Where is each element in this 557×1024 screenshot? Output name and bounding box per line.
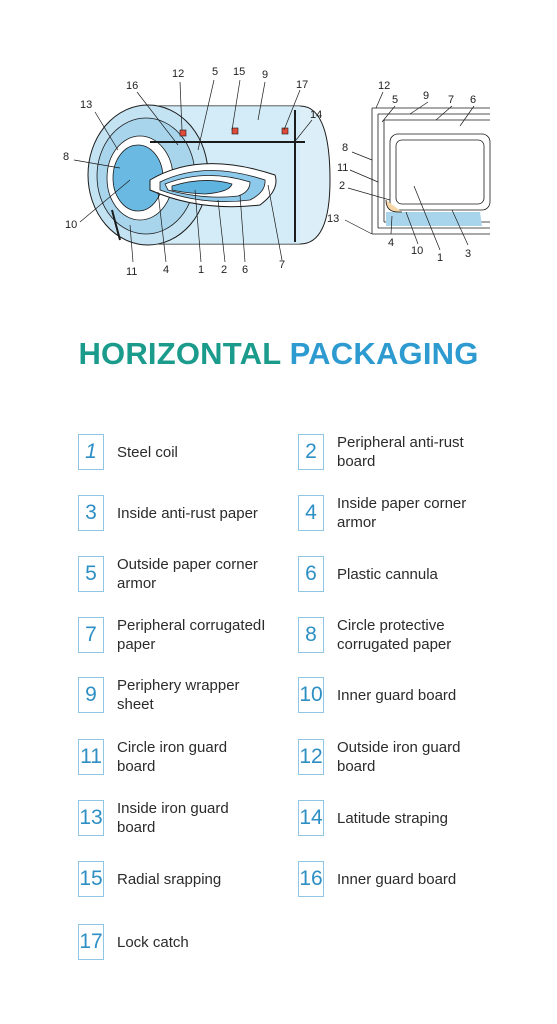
legend-item xyxy=(78,737,267,777)
legend-number: 10 xyxy=(298,677,324,713)
callout-label: 2 xyxy=(339,180,346,192)
callout-label: 15 xyxy=(233,66,246,78)
legend-label: Periphery wrapper sheet xyxy=(117,677,240,713)
legend-number: 3 xyxy=(78,495,104,531)
legend-label: Inner guard board xyxy=(337,686,457,704)
coil-cross-section xyxy=(372,108,490,234)
legend-number: 17 xyxy=(78,924,104,960)
callout-label: 1 xyxy=(437,252,444,264)
legend-label: Radial srapping xyxy=(117,870,222,888)
legend-label: Inside iron guard board xyxy=(117,800,229,836)
callout-label: 16 xyxy=(126,80,139,92)
legend-number: 11 xyxy=(78,739,104,775)
cross-section-blue-band xyxy=(386,212,482,226)
lock-catch xyxy=(232,128,238,134)
legend-number: 1 xyxy=(78,434,104,470)
legend-item xyxy=(78,798,267,838)
callout-label: 13 xyxy=(327,213,340,225)
title-part-2: PACKAGING xyxy=(289,336,479,371)
legend-item xyxy=(298,493,487,533)
legend-number: 6 xyxy=(298,556,324,592)
legend-number: 2 xyxy=(298,434,324,470)
callout-label: 10 xyxy=(411,245,424,257)
callout-label: 5 xyxy=(392,94,399,106)
legend-label: Inside paper corner armor xyxy=(337,495,467,531)
callout-label: 17 xyxy=(296,79,309,91)
legend-item xyxy=(78,493,267,533)
legend-label: Inside anti-rust paper xyxy=(117,504,258,522)
callout-label: 2 xyxy=(221,264,228,276)
legend-label: Peripheral corrugatedI paper xyxy=(117,617,266,653)
callout-label: 8 xyxy=(63,151,70,163)
callout-label: 5 xyxy=(212,66,219,78)
legend-number: 16 xyxy=(298,861,324,897)
callout-label: 14 xyxy=(310,109,323,121)
legend-item xyxy=(78,922,267,962)
legend-item xyxy=(298,798,487,838)
page-title xyxy=(0,336,557,372)
legend-number: 13 xyxy=(78,800,104,836)
title-part-1: HORIZONTAL xyxy=(78,336,281,371)
callout-label: 9 xyxy=(423,90,430,102)
legend-item xyxy=(78,554,267,594)
legend-label: Peripheral anti-rust board xyxy=(337,434,464,470)
callout-label: 12 xyxy=(172,68,185,80)
legend-item xyxy=(298,615,487,655)
legend-item xyxy=(78,615,267,655)
legend-label: Circle iron guard board xyxy=(117,739,228,775)
lock-catch xyxy=(180,130,186,136)
callout-label: 3 xyxy=(465,248,472,260)
coil-3d-illustration xyxy=(74,80,330,262)
legend-item xyxy=(78,675,267,715)
legend-number: 8 xyxy=(298,617,324,653)
callout-label: 13 xyxy=(80,99,93,111)
legend-label: Outside iron guard board xyxy=(337,739,461,775)
callout-label: 10 xyxy=(65,219,78,231)
legend-number: 5 xyxy=(78,556,104,592)
legend-label: Latitude straping xyxy=(337,809,448,827)
legend-number: 12 xyxy=(298,739,324,775)
legend-number: 9 xyxy=(78,677,104,713)
callout-label: 12 xyxy=(378,80,391,92)
callout-label: 7 xyxy=(448,94,455,106)
callout-label: 8 xyxy=(342,142,349,154)
packaging-diagram xyxy=(0,0,557,300)
legend-item xyxy=(298,432,487,472)
callout-label: 11 xyxy=(126,266,138,278)
legend-number: 15 xyxy=(78,861,104,897)
legend-item xyxy=(78,859,267,899)
legend-item xyxy=(78,432,267,472)
legend-label: Steel coil xyxy=(117,443,178,461)
callout-label: 7 xyxy=(279,259,286,271)
legend-label: Inner guard board xyxy=(337,870,457,888)
legend-number: 4 xyxy=(298,495,324,531)
legend-label: Lock catch xyxy=(117,933,189,951)
legend-number: 7 xyxy=(78,617,104,653)
callout-label: 9 xyxy=(262,69,269,81)
callout-label: 11 xyxy=(337,162,349,174)
legend-item xyxy=(298,859,487,899)
legend-label: Outside paper corner armor xyxy=(117,556,258,592)
callout-label: 4 xyxy=(388,237,395,249)
callout-label: 6 xyxy=(470,94,477,106)
legend-item xyxy=(298,737,487,777)
callout-label: 1 xyxy=(198,264,205,276)
legend-number: 14 xyxy=(298,800,324,836)
callout-label: 6 xyxy=(242,264,249,276)
lock-catch xyxy=(282,128,288,134)
legend-item xyxy=(298,554,487,594)
legend-label: Circle protective corrugated paper xyxy=(337,617,452,653)
legend-label: Plastic cannula xyxy=(337,565,438,583)
callout-label: 4 xyxy=(163,264,170,276)
legend-item xyxy=(298,675,487,715)
